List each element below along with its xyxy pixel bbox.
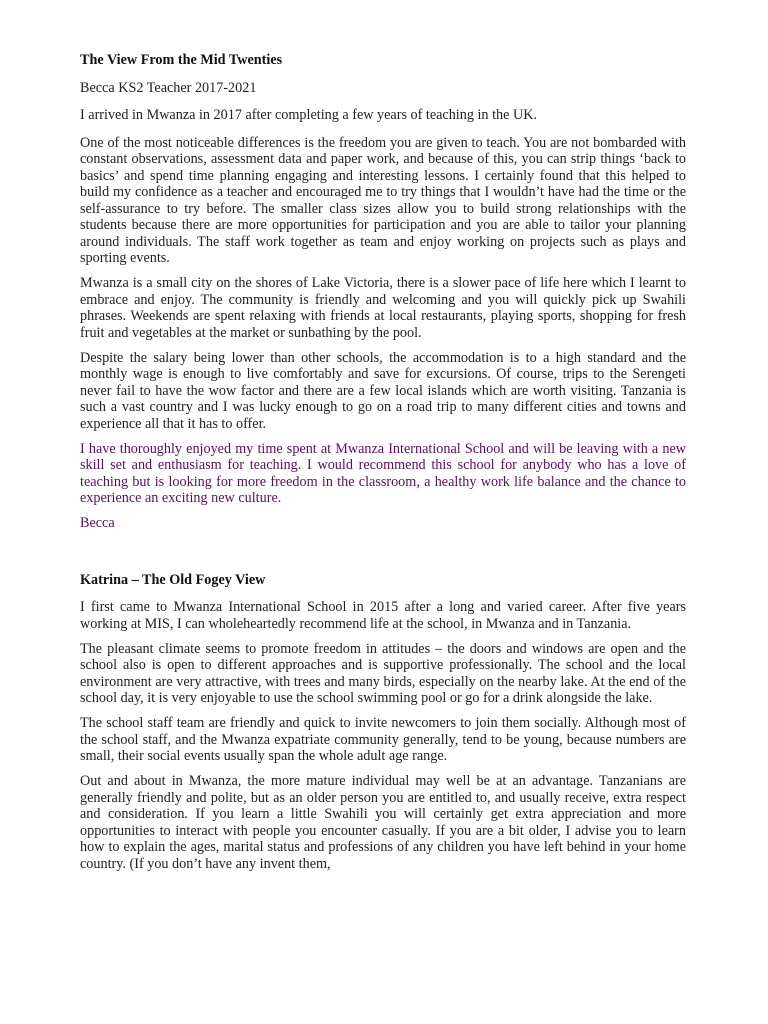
author-byline: Becca KS2 Teacher 2017-2021 (80, 79, 257, 96)
body-paragraph: One of the most noticeable differences is the freedom you are given to teach. You are not bombarded with constant observations, assessment data and paper work, and because of this, you can strip things ‘back to basics’ and spend time planning engaging and interesting lessons. I certainly found that this helped to build my confidence as a teacher and encouraged me to try things that I wouldn’t have had the time or the self-assurance to try before. The smaller class sizes allow you to build strong relationships with the students because there are more opportunities for participation and you are able to tailor your planning around individuals. The staff work together as team and enjoy working on projects such as plays and sporting events. (80, 134, 686, 266)
body-paragraph: I first came to Mwanza International School in 2015 after a long and varied career. After five years working at MIS, I can wholeheartedly recommend life at the school, in Mwanza and in Tanzania. (80, 599, 686, 632)
body-paragraph: The pleasant climate seems to promote freedom in attitudes – the doors and windows are open and the school also is open to different approaches and is supportive professionally. The school and the local environment are very attractive, with trees and many birds, especially on the nearby lake. At the end of the school day, it is very enjoyable to use the school swimming pool or go for a drink alongside the lake. (80, 640, 686, 706)
closing-paragraph: I have thoroughly enjoyed my time spent at Mwanza International School and will be leaving with a new skill set and enthusiasm for teaching. I would recommend this school for anybody who has a love of teaching but is looking for more freedom in the classroom, a healthy work life balance and the chance to experience an exciting new culture. (80, 440, 686, 506)
body-paragraph: The school staff team are friendly and quick to invite newcomers to join them socially. Although most of the school staff, and the Mwanza expatriate community generally, tend to be young, because numbers are small, their social events usually span the whole adult age range. (80, 715, 686, 764)
article-title: The View From the Mid Twenties (80, 52, 283, 68)
body-paragraph: Out and about in Mwanza, the more mature individual may well be at an advantage. Tanzanians are generally friendly and polite, but as an older person you are entitled to, and usually receive, extra respect and consideration. If you learn a little Swahili you will certainly get extra appreciation and more opportunities to interact with people you encounter casually. If you are a bit older, I advise you to learn how to explain the ages, marital status and professions of any children you have left behind in your home country. (If you don’t have any invent them, (80, 773, 686, 872)
body-paragraph: Mwanza is a small city on the shores of Lake Victoria, there is a slower pace of life here which I learnt to embrace and enjoy. The community is friendly and welcoming and you will quickly pick up Swahili phrases. Weekends are spent relaxing with friends at local restaurants, playing sports, shopping for fresh fruit and vegetables at the market or sunbathing by the pool. (80, 275, 686, 341)
signature: Becca (80, 515, 115, 531)
document-page (80, 52, 686, 881)
intro-paragraph: I arrived in Mwanza in 2017 after completing a few years of teaching in the UK. (80, 107, 537, 123)
body-paragraph: Despite the salary being lower than other schools, the accommodation is to a high standard and the monthly wage is enough to live comfortably and save for excursions. Of course, trips to the Serengeti never fail to have the wow factor and there are a few local islands which are worth visiting. Tanzania is such a vast country and I was lucky enough to go on a road trip to many different cities and towns and experience all that it has to offer. (80, 349, 686, 432)
section-title: Katrina – The Old Fogey View (80, 571, 266, 588)
